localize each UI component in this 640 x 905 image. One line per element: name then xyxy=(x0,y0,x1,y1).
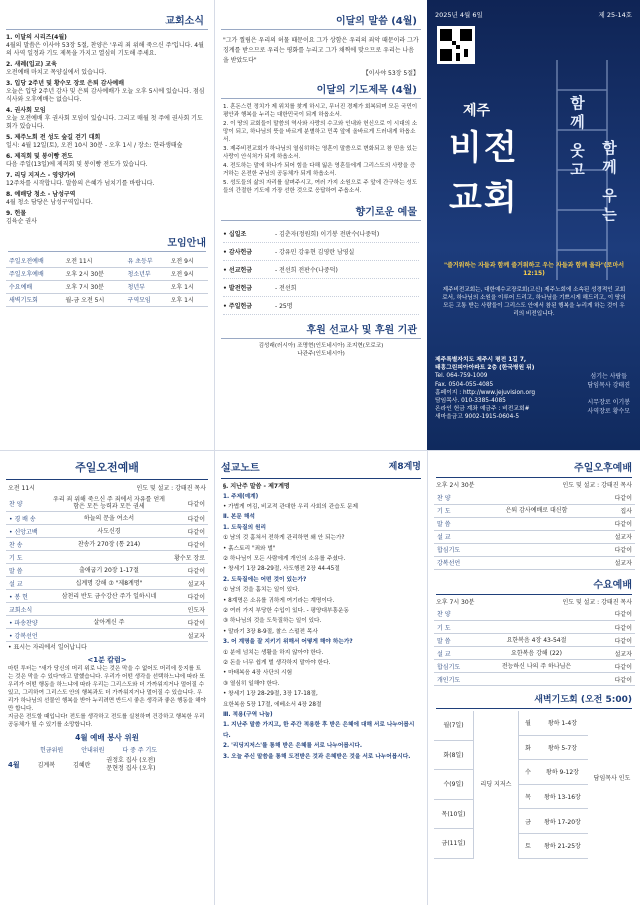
offering-names: - 전선희 전판수(나중덕) xyxy=(275,266,338,274)
cover-address-1: 제주특별자치도 제주시 평전 1길 7, xyxy=(435,357,527,363)
dawn-days xyxy=(434,711,474,859)
church-name-small: 제주 xyxy=(463,103,491,119)
church-name-big2: 교회 xyxy=(449,178,519,218)
wed-order-row xyxy=(434,673,635,686)
am-order-cell: 다같이 xyxy=(168,512,208,525)
am-order-cell: 설교자 xyxy=(168,577,208,590)
am-order-cell: 말 씀 xyxy=(6,564,50,577)
meeting-cell: 오후 2시 30분 xyxy=(63,267,125,280)
am-order-row xyxy=(6,577,208,590)
prayer-item: 4. 전도하는 말에 하나가 되어 힘을 다해 잃은 영혼들에게 그리스도의 사랑을 증거하는 온전한 주님의 공동체가 되게 하옵소서. xyxy=(223,162,416,177)
cover-contact xyxy=(435,356,575,422)
am-order-cell: 설 교 xyxy=(6,577,50,590)
sermon-line: • 마태복음 4장 사단의 시험 xyxy=(223,670,293,677)
wed-order-cell: 개인기도 xyxy=(434,673,478,686)
am-order-cell: 찬 송 xyxy=(6,538,50,551)
dawn-row-day: 금 xyxy=(525,818,531,826)
sermon-line: ① 남의 것 훔쳐서 전하게 관리하면 왜 안 되는가? xyxy=(223,535,345,542)
duty-column-label: 헌금위원 xyxy=(40,746,64,754)
wed-order-cell: 다같이 xyxy=(595,621,635,634)
news-item xyxy=(6,34,208,58)
am-order-cell: 인도자 xyxy=(168,603,208,616)
cover-homepage[interactable]: 홈페이지 : http://www.jejuvision.org xyxy=(435,389,536,396)
am-order-row xyxy=(6,538,208,551)
am-order-cell: • 파송찬양 xyxy=(6,616,50,629)
news-item-title: 9. 헌물 xyxy=(6,210,27,217)
am-order-row xyxy=(6,629,208,642)
pm-order-cell xyxy=(478,530,595,543)
pm-order-cell: 말 씀 xyxy=(434,517,478,530)
am-order-row xyxy=(6,495,208,512)
news-item-body: 4월 청소 담당은 남성구역입니다. xyxy=(6,199,93,206)
dawn-leader: 담임목사 인도 xyxy=(593,775,631,782)
news-item-body: 다음 주일(13일)에 제직회 및 봉이빵 전도가 있습니다. xyxy=(6,161,148,168)
meeting-cell: 월-금 오전 5시 xyxy=(63,293,125,306)
dawn-day: 월(7일) xyxy=(434,711,473,741)
dawn-row-reading: 왕하 9-12장 xyxy=(546,769,579,777)
offering-row xyxy=(223,279,419,297)
pm-order-cell xyxy=(478,491,595,504)
am-order-cell: • 강복선언 xyxy=(6,629,50,642)
meeting-row xyxy=(6,293,208,306)
news-item xyxy=(6,210,208,226)
offering-kind: • 선교헌금 xyxy=(223,266,253,274)
meeting-row xyxy=(6,267,208,280)
pm-order-row xyxy=(434,556,635,569)
support-line1: 김성래(러시아) 조명현(인도네시아) 조지현(모로코) xyxy=(258,342,384,349)
pm-order-cell: 설교자 xyxy=(595,556,635,569)
cover-motto: "즐거워하는 자들과 함께 즐거워하고 우는 자들과 함께 울라"(로마서 12:15) xyxy=(443,262,625,277)
sermon-line: 1. 도둑질의 원리 xyxy=(223,524,267,531)
cover-staff xyxy=(588,372,630,416)
staff-elder-2: 사역장로 황수모 xyxy=(587,408,630,415)
dawn-row-reading: 왕하 1-4장 xyxy=(547,720,578,728)
pm-order-cell: 찬 양 xyxy=(434,491,478,504)
meeting-cell: 오후 1시 xyxy=(168,280,208,293)
wed-order-cell: 요한복음 강해 (22) xyxy=(478,647,595,660)
sermon-line: ② 돈을 너무 쉽게 벌 생각하지 말아야 한다. xyxy=(223,660,331,666)
am-order-cell: 십계명 강해 ⑦ "제8계명" xyxy=(50,577,168,590)
wed-order-cell: 말 씀 xyxy=(434,634,478,647)
am-order-cell: 하늘의 문을 여소서 xyxy=(50,512,168,525)
middle-panel xyxy=(214,0,427,450)
am-meta xyxy=(0,480,214,495)
pm-order-cell xyxy=(478,517,595,530)
dawn-row-reading: 왕하 5-7장 xyxy=(547,744,578,752)
pm-order-cell: 다같이 xyxy=(595,543,635,556)
wed-order-cell: 요한복음 4장 43-54절 xyxy=(478,634,595,647)
wed-order-row xyxy=(434,621,635,634)
news-item-body: 일시: 4월 12일(토), 오전 10시 30분 - 오후 1시 / 장소: 한라생태숲 xyxy=(6,142,183,149)
pm-time: 오후 2시 30분 xyxy=(436,482,475,489)
staff-heading: 섬기는 사람들 xyxy=(590,373,628,380)
sermon-line: 1. 주제(예계) xyxy=(223,493,259,500)
news-item-title: 8. 예배당 청소 - 남성구역 xyxy=(6,191,76,198)
meetings-table xyxy=(6,254,208,307)
am-order-cell: 다같이 xyxy=(168,616,208,629)
meeting-cell: 주일오전예배 xyxy=(6,254,63,267)
news-item xyxy=(6,80,208,104)
meeting-cell: 오전 11시 xyxy=(63,254,125,267)
wed-order-cell: 설 교 xyxy=(434,647,478,660)
news-item xyxy=(6,107,208,131)
dawn-day: 화(8일) xyxy=(434,741,473,771)
pm-order-row xyxy=(434,517,635,530)
verse-ref: 【이사야 53장 5절】 xyxy=(362,70,419,77)
pm-order-table xyxy=(434,491,635,570)
news-item-body: 4월의 말씀은 이사야 53장 5절, 찬양은 '우리 죄 위해 죽으신 주'입니다. 4월의 사역 일정과 기도 제목을 가지고 열심히 기도해 주세요. xyxy=(6,42,204,57)
duty-column-label: 다 중 주 기도 xyxy=(122,746,158,754)
dawn-row-reading: 왕하 21-25장 xyxy=(544,843,581,851)
pm-order-cell: 설교자 xyxy=(595,530,635,543)
offering-row xyxy=(223,261,419,279)
prayer-item: 1. 혼돈스런 정치가 제 위치를 찾게 하시고, 무너진 경제가 회복되며 모든 국민이 평안과 행복을 누리는 대한민국이 되게 하옵소서. xyxy=(223,103,418,118)
am-order-cell: 기 도 xyxy=(6,551,50,564)
news-item xyxy=(6,61,208,77)
wed-order-row xyxy=(434,647,635,660)
wed-leader: 인도 및 설교 : 강태진 목사 xyxy=(562,598,632,606)
meeting-cell: 오후 1시 xyxy=(168,293,208,306)
am-time: 오전 11시 xyxy=(8,485,35,492)
dawn-row xyxy=(519,785,588,810)
news-list xyxy=(0,34,214,226)
meeting-row xyxy=(6,254,208,267)
sermon-notes xyxy=(215,492,427,763)
meeting-cell: 수요예배 xyxy=(6,280,63,293)
offering-names: - 김춘자(정원희) 이기봉 전판수(나중덕) xyxy=(275,230,380,238)
dawn-day: 수(9일) xyxy=(434,770,473,800)
wed-order-cell: 다같이 xyxy=(595,634,635,647)
sermon-line: • 흙스토리 "죄와 벌" xyxy=(223,545,276,552)
sermon-last-week: §. 지난주 말씀 - 제7계명 xyxy=(223,483,290,490)
meeting-row xyxy=(6,280,208,293)
meeting-cell: 구역모임 xyxy=(125,293,168,306)
dawn-row-day: 월 xyxy=(525,720,531,728)
support-title: 후원 선교사 및 후원 기관 xyxy=(221,319,421,339)
column-text-2: 지금은 전도할 때입니다! 전도를 생각하고 전도를 실천하며 건강하고 행복한 우리 공동체가 될 수 있기를 소망합니다. xyxy=(8,713,205,728)
cover-pastor-phone: 담임목사. 010-3385-4085 xyxy=(435,398,506,405)
cover-address-2: 태홍그린피아아파트 2층 (한국병원 뒤) xyxy=(435,365,535,372)
wed-order-row xyxy=(434,608,635,621)
prayer-item: 3. 제주비전교회가 하나님의 열심히하는 영혼이 말씀으로 변화되고 참 믿음 있는 사랑이 안식처가 되게 하옵소서. xyxy=(223,145,418,160)
pm-order-cell xyxy=(478,543,595,556)
am-order-cell: 다같이 xyxy=(168,495,208,512)
dawn-row xyxy=(519,834,588,859)
duty-month: 4월 xyxy=(8,760,20,769)
news-item xyxy=(6,134,208,150)
am-order-cell xyxy=(50,629,168,642)
news-item-title: 6. 제직회 및 봉이빵 전도 xyxy=(6,153,73,160)
sermon-title: 설교노트 xyxy=(221,463,260,474)
dawn-day: 목(10일) xyxy=(434,800,473,830)
am-order-cell: 찬송가 270장 (통 214) xyxy=(50,538,168,551)
wed-title: 수요예배 xyxy=(436,576,632,595)
meeting-cell: 주일오후예배 xyxy=(6,267,63,280)
duty-columns xyxy=(0,743,214,755)
duty-usher: 김혜란 xyxy=(73,762,91,769)
news-item xyxy=(6,191,208,207)
offering-names: - 전선희 xyxy=(275,284,297,292)
sermon-line: 2. 도둑질에는 어떤 것이 있는가? xyxy=(223,576,307,583)
dawn-rows xyxy=(518,711,588,859)
am-order-cell: 출애굽기 20장 1-17절 xyxy=(50,564,168,577)
wed-order-row xyxy=(434,634,635,647)
wed-order-cell: 다같이 xyxy=(595,673,635,686)
sermon-line: • 가볍게 여김, 비교적 관대한 우리 사회의 관습도 문제 xyxy=(223,503,359,510)
offering-list xyxy=(215,225,427,315)
verse-title: 이달의 말씀 (4월) xyxy=(221,10,421,30)
dawn-row-day: 목 xyxy=(525,794,531,802)
news-title: 교회소식 xyxy=(6,10,208,30)
meeting-cell: 새벽기도회 xyxy=(6,293,63,306)
sermon-line: • 말라기 3장 8-9절, 찰스 스펄전 목사 xyxy=(223,628,318,635)
am-order-cell: 찬 양 xyxy=(6,495,50,512)
offering-names: - 25명 xyxy=(275,302,293,310)
am-order-cell: 다같이 xyxy=(168,564,208,577)
am-order-cell: 사도신경 xyxy=(50,525,168,538)
cover-description: 제주비전교회는, 대한예수교장로회(고신) 제주노회에 소속된 성경적인 교회로서, 하나님의 소원을 이루어 드리고, 하나님을 기쁘시게 해드리고, 이 땅의 모든 고통 받는 사람들이 그리스도 안에서 참된 행복을 누리게 하는 것이 우리의 비전입니다. xyxy=(442,287,626,317)
am-leader: 인도 및 설교 : 강태진 목사 xyxy=(136,485,206,492)
church-name-big: 비전 xyxy=(449,128,519,168)
pm-order-cell: 은퇴 감사예배로 대신함 xyxy=(478,504,595,517)
am-order-cell: 우리 죄 위해 죽으신 주 죄에서 자유를 얻게 함은 모든 능력과 모든 권세 xyxy=(50,495,168,512)
offering-row xyxy=(223,297,419,315)
sermon-header xyxy=(221,459,421,479)
am-order-row xyxy=(6,551,208,564)
cover-account: 새마을금고 9002-1915-0604-5 xyxy=(435,414,520,421)
sermon-line: ② 여러 가지 부당한 수입이 있다. - 평양대부흥운동 xyxy=(223,607,350,614)
sermon-line: • 창세기 1장 28-29절, 3장 17-18절, xyxy=(223,691,318,698)
dawn-row-reading: 왕하 17-20장 xyxy=(544,818,581,826)
sermon-line: ① 남의 것을 훔치는 일이 있다. xyxy=(223,587,300,594)
sermon-line: Ⅱ. 본문 해석 xyxy=(223,514,255,521)
news-item-title: 2. 새례(입교) 교육 xyxy=(6,61,57,68)
offering-row xyxy=(223,243,419,261)
wed-order-row xyxy=(434,660,635,673)
news-item-title: 4. 권사회 모임 xyxy=(6,107,46,114)
news-item-body: 오늘 오전예배 후 권사회 모임이 있습니다. 그리고 매월 첫 주에 권사회 기도회가 있습니다. xyxy=(6,115,203,130)
sermon-line: 요한복음 5장 17절, 에베소서 4장 28절 xyxy=(223,701,322,708)
wed-order-table xyxy=(434,608,635,687)
dawn-row xyxy=(519,809,588,834)
offering-row xyxy=(223,225,419,243)
column-title: <1분 칼럼> xyxy=(87,655,127,664)
am-order-cell xyxy=(50,551,168,564)
dawn-row-reading: 왕하 13-16장 xyxy=(544,794,581,802)
duty-title: 4월 예배 봉사 위원 xyxy=(75,732,139,742)
pm-order-row xyxy=(434,491,635,504)
am-order-row xyxy=(6,525,208,538)
wed-order-cell: 찬 양 xyxy=(434,608,478,621)
am-order-cell: • 경 배 송 xyxy=(6,512,50,525)
prayer-item: 2. 이 땅의 교회들이 말씀의 역사와 사랑의 수고와 인내와 헌신으로 이 시대의 소망이 되고, 하나님의 뜻을 바르게 분별하고 민족 앞에 올바르게 드러내게 하옵소서. xyxy=(223,120,418,143)
sermon-line: ② 하나님이 모든 사람에게 개인의 소유를 주셨다. xyxy=(223,555,346,562)
cover-volume: 제 25-14호 xyxy=(598,11,632,19)
offering-title: 향기로운 예물 xyxy=(221,201,421,221)
cover-date: 2025년 4월 6일 xyxy=(435,11,483,19)
dawn-header xyxy=(436,692,632,709)
meeting-cell: 오후 7시 30분 xyxy=(63,280,125,293)
am-order-cell: 다같이 xyxy=(168,590,208,603)
pm-order-cell: 다같이 xyxy=(595,517,635,530)
news-item-body: 오전예배 마치고 목양실에서 있습니다. xyxy=(6,69,107,76)
pm-order-cell: 다같이 xyxy=(595,491,635,504)
pm-order-cell xyxy=(478,556,595,569)
offering-kind: • 주일헌금 xyxy=(223,302,253,310)
wed-order-cell xyxy=(478,608,595,621)
meeting-cell: 유 초등부 xyxy=(125,254,168,267)
news-item-title: 3. 입당 2주년 및 황수모 장로 은퇴 감사예배 xyxy=(6,80,124,87)
am-order-cell: 황수모 장로 xyxy=(168,551,208,564)
pm-order-cell: 합심기도 xyxy=(434,543,478,556)
meeting-cell: 청년부 xyxy=(125,280,168,293)
wed-order-cell: 설교자 xyxy=(595,647,635,660)
sermon-line: 2. '리딩지저스'를 통해 받은 은혜를 서로 나누어봅시다. xyxy=(223,743,363,750)
meetings-title: 모임안내 xyxy=(8,234,206,252)
duty-row xyxy=(0,755,214,775)
dawn-row xyxy=(519,760,588,785)
wed-order-cell: 다같이 xyxy=(595,608,635,621)
cover-fax: Fax. 0504-055-4085 xyxy=(435,381,494,388)
pm-order-row xyxy=(434,504,635,517)
sermon-line: ③ 하나님의 것을 도둑질하는 일이 있다. xyxy=(223,618,322,625)
meeting-cell: 오전 9시 xyxy=(168,267,208,280)
dawn-row xyxy=(519,711,588,736)
sermon-series: 제8계명 xyxy=(388,462,421,472)
sermon-line: Ⅲ. 적용(구역 나눔) xyxy=(223,712,273,719)
sermon-panel xyxy=(214,450,427,905)
sermon-line: • 8계명은 소유를 귀하게 여기라는 계명이다. xyxy=(223,597,335,604)
pm-order-cell: 기 도 xyxy=(434,504,478,517)
am-order-cell: 설교자 xyxy=(168,629,208,642)
am-order-row xyxy=(6,564,208,577)
am-order-row xyxy=(6,590,208,603)
pm-order-row xyxy=(434,543,635,556)
news-item-body: 12주차를 시작합니다. 말씀의 은혜가 넘치기를 바랍니다. xyxy=(6,180,155,187)
news-item-body: 오늘은 입당 2주년 감사 및 은퇴 감사예배가 오늘 오후 5시에 있습니다. 점심식사와 오후예배는 없습니다. xyxy=(6,88,205,103)
news-item-title: 1. 이달의 시리즈(4월) xyxy=(6,34,67,41)
news-panel xyxy=(0,0,214,450)
dawn-mid: 리딩 지저스 xyxy=(480,781,512,788)
wed-order-cell: 다같이 xyxy=(595,660,635,673)
staff-elder-1: 시무장로 이기봉 xyxy=(587,399,630,406)
duty-prayer-am: 권정호 집사 (오전) xyxy=(106,756,156,764)
prayer-item: 5. 성도들의 삶의 자리를 살펴주시고, 여러 가지 소원으로 주 앞에 간구하는 성도들의 간절한 기도에 가장 선한 것으로 응답하여 주옵소서. xyxy=(223,179,418,194)
sermon-line: • 창세기 1장 28-29절, 사도행전 2장 44-45절 xyxy=(223,566,340,573)
cover-tel: Tel. 064-759-1009 xyxy=(435,373,488,380)
offering-names: - 강유민 강유현 김영란 남영실 xyxy=(275,248,355,256)
prayer-list xyxy=(215,103,427,195)
schedule-panel xyxy=(427,450,640,905)
wed-order-cell xyxy=(478,621,595,634)
support-line2: 나관주(인도네시아) xyxy=(297,351,345,357)
am-note: • 표시는 자리에서 일어납니다 xyxy=(8,644,87,651)
offering-kind: • 감사헌금 xyxy=(223,248,253,256)
pm-order-cell: 강복선언 xyxy=(434,556,478,569)
cover-panel xyxy=(427,0,640,450)
am-order-cell: 살아계신 주 xyxy=(50,616,168,629)
meeting-cell: 청소년부 xyxy=(125,267,168,280)
wed-order-cell: 전능하신 나의 주 하나님은 xyxy=(478,660,595,673)
am-order-table xyxy=(6,495,208,642)
wed-order-cell: 기 도 xyxy=(434,621,478,634)
am-order-cell: 교회소식 xyxy=(6,603,50,616)
duty-offering: 김계복 xyxy=(37,762,56,769)
am-order-cell xyxy=(50,603,168,616)
duty-prayer-pm: 문현정 집사 (오후) xyxy=(106,764,156,772)
dawn-title: 새벽기도회 xyxy=(534,695,578,705)
sermon-line: ③ 열심히 일해야 한다. xyxy=(223,680,280,687)
am-order-cell: • 신앙고백 xyxy=(6,525,50,538)
am-order-cell: 삼천리 반도 금수강산 주가 일하시네 xyxy=(50,590,168,603)
duty-column-label: 안내위원 xyxy=(81,746,105,754)
qr-code-icon xyxy=(437,26,475,64)
am-order-cell: 다같이 xyxy=(168,538,208,551)
sermon-line: 1. 지난주 말씀 가지고, 한 주간 적용한 후 받은 은혜에 대해 서로 나누어봅시다. xyxy=(223,722,415,739)
cover-online-giving: 온라인 헌금 계좌 예금주 : 비전교회# xyxy=(435,406,530,413)
dawn-row-day: 토 xyxy=(525,843,531,851)
am-order-cell: 다같이 xyxy=(168,525,208,538)
am-order-row xyxy=(6,512,208,525)
wed-time: 오후 7시 30분 xyxy=(436,598,475,606)
news-item xyxy=(6,153,208,169)
cover-slogan-2: 함께 우는 xyxy=(600,140,618,226)
pm-order-row xyxy=(434,530,635,543)
dawn-row xyxy=(519,736,588,761)
am-order-cell: • 봉 헌 xyxy=(6,590,50,603)
meeting-cell: 오전 9시 xyxy=(168,254,208,267)
pm-order-cell: 집사 xyxy=(595,504,635,517)
staff-pastor: 담임목사 강태진 xyxy=(587,382,630,389)
pm-leader: 인도 및 설교 : 강태진 목사 xyxy=(562,482,632,489)
news-item xyxy=(6,172,208,188)
prayer-title: 이달의 기도제목 (4월) xyxy=(221,79,421,99)
am-title: 주일오전예배 xyxy=(6,459,208,480)
wed-order-cell xyxy=(478,673,595,686)
verse-text: "그가 찔림은 우리의 허물 때문이요 그가 상함은 우리의 죄악 때문이라 그가 징계를 받으므로 우리는 평화를 누리고 그가 채찍에 맞으므로 우리는 나음을 받았도다" xyxy=(223,37,419,64)
dawn-day: 금(11일) xyxy=(434,829,473,859)
sermon-line: 3. 오늘 주신 말씀을 통해 도전받은 것과 은혜받은 것을 서로 나누어봅시다. xyxy=(223,753,411,760)
offering-kind: • 십일조 xyxy=(223,230,247,238)
news-item-body: 김육순 권사 xyxy=(6,218,37,225)
wed-order-cell: 합심기도 xyxy=(434,660,478,673)
dawn-table xyxy=(434,711,634,861)
pm-order-cell: 설 교 xyxy=(434,530,478,543)
dawn-row-day: 수 xyxy=(525,769,531,777)
am-order-row xyxy=(6,616,208,629)
cover-slogan-1: 함께 웃고 xyxy=(568,95,586,181)
dawn-time: (오전 5:00) xyxy=(580,695,632,705)
offering-kind: • 발전헌금 xyxy=(223,284,253,292)
sermon-line: 3. 어 계명을 잘 지키기 위해서 어떻게 해야 하는가? xyxy=(223,639,353,646)
am-service-panel xyxy=(0,450,214,905)
column-text: 마틴 투터는 "새가 당신의 머리 위로 나는 것은 막을 수 없어도 머리에 둥지를 트는 것은 막을 수 있다"라고 말했습니다. 우리가 어떤 생각을 선택하느냐에 따라 또 우리가 어떤 행동을 하느냐에 따라 우리는 그리스도와 더 가까워지거나 멀어질 수 있고, 그리하여 그리스도 안의 행복과도 더 가까워지거나 멀어질 수 있습니다. 우리가 하나님의 선물인 행복을 받아 누리려면 반드시 좋은 생각과 좋은 행동을 해야만 합니다. xyxy=(8,665,206,712)
pm-meta xyxy=(428,478,640,491)
pm-title: 주일오후예배 xyxy=(436,459,632,478)
news-item-title: 5. 제주노회 전 성도 숲길 걷기 대회 xyxy=(6,134,101,141)
dawn-row-day: 화 xyxy=(525,744,531,752)
am-order-row xyxy=(6,603,208,616)
wed-meta xyxy=(428,595,640,608)
news-item-title: 7. 리딩 지저스 - 영양가여 xyxy=(6,172,76,179)
sermon-line: ① 분에 넘치는 생활을 하지 않아야 한다. xyxy=(223,649,324,656)
